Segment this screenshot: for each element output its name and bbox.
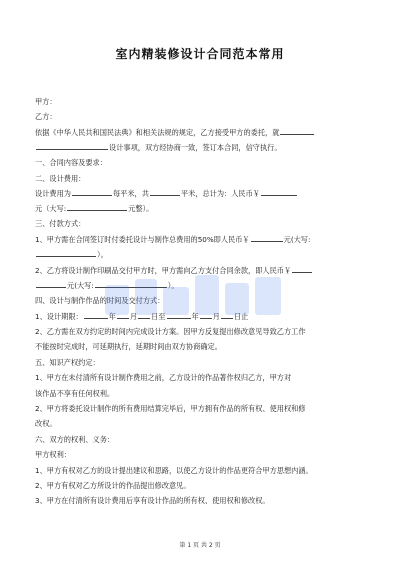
ip-1-line-2 bbox=[35, 389, 370, 398]
fee-line-2 bbox=[35, 204, 370, 213]
ip-text: 改权。 bbox=[35, 419, 57, 428]
section-heading-text: 二、设计费用： bbox=[35, 174, 86, 183]
payment-text: ）。 bbox=[167, 281, 179, 290]
fee-text: 元（大写: bbox=[35, 204, 67, 213]
section-heading-text: 一、合同内容及要求： bbox=[35, 158, 107, 167]
payment-text: 2、乙方将设计制作印刷品交付甲方时，甲方需向乙方支付合同余款，即人民币￥ bbox=[35, 266, 292, 275]
fee-text: 每平米，共 bbox=[112, 189, 149, 198]
rights-text: 2、甲方有权对乙方所设计的作品提出修改意见。 bbox=[35, 481, 191, 490]
payment-text: ）。 bbox=[97, 250, 108, 259]
payment-text: 元(大写: bbox=[67, 281, 94, 290]
period-text: 年 bbox=[108, 312, 116, 321]
ip-text: 该作品不享有任何权利。 bbox=[35, 389, 115, 398]
delivery-line-2 bbox=[35, 342, 370, 351]
page-footer: 第 1 页 共 2 页 bbox=[179, 542, 221, 549]
section-heading-text: 四、设计与制作作品的时间及交付方式： bbox=[35, 296, 165, 305]
blank-field bbox=[150, 189, 180, 196]
payment-text: 元(大写: bbox=[283, 235, 311, 244]
period-text: 日至 bbox=[151, 312, 166, 321]
right-3-line bbox=[35, 496, 370, 505]
delivery-text: 不能按时完成时，可延期执行，延期时间由双方协商确定。 bbox=[35, 342, 222, 351]
blank-field bbox=[221, 312, 233, 319]
document-title: 室内精装修设计合同范本常用 bbox=[115, 47, 285, 61]
ip-2-line bbox=[35, 404, 370, 413]
section-5-heading bbox=[35, 358, 370, 367]
blank-field bbox=[292, 266, 312, 273]
period-text: 月 bbox=[129, 312, 138, 321]
section-6-heading bbox=[35, 435, 370, 444]
blank-field bbox=[138, 312, 150, 319]
payment-1-line bbox=[35, 235, 370, 244]
blank-field bbox=[167, 312, 191, 319]
period-line bbox=[35, 312, 370, 321]
blank-field bbox=[67, 204, 127, 211]
section-heading-text: 五、知识产权约定： bbox=[35, 358, 100, 367]
rights-text: 3、甲方在付清所有设计费用后享有设计作品的所有权、使用权和修改权。 bbox=[35, 496, 270, 505]
blank-field bbox=[36, 143, 108, 150]
party-b-line bbox=[35, 112, 370, 121]
section-heading-text: 六、双方的权利、义务： bbox=[35, 435, 115, 444]
payment-text: 1、甲方需在合同签订时付委托设计与制作总费用的50%即人民币￥ bbox=[35, 235, 250, 244]
ip-text: 1、甲方在未付清所有设计制作费用之前，乙方设计的作品著作权归乙方，甲方对 bbox=[35, 373, 292, 382]
blank-field bbox=[200, 312, 212, 319]
party-a-label: 甲方： bbox=[35, 97, 57, 106]
section-1-heading bbox=[35, 158, 370, 167]
blank-field bbox=[251, 235, 283, 242]
payment-2-line-2 bbox=[35, 281, 370, 290]
section-2-heading bbox=[35, 174, 370, 183]
delivery-line bbox=[35, 327, 370, 336]
ip-2-line-2 bbox=[35, 419, 370, 428]
ip-text: 2、甲方将委托设计制作的所有费用结算完毕后，甲方拥有作品的所有权、使用权和修 bbox=[35, 404, 306, 413]
section-heading-text: 三、付款方式： bbox=[35, 219, 86, 228]
blank-field bbox=[280, 128, 314, 135]
blank-field bbox=[36, 250, 96, 257]
blank-field bbox=[95, 281, 167, 288]
section-4-heading bbox=[35, 296, 370, 305]
blank-field bbox=[36, 281, 66, 288]
blank-field bbox=[117, 312, 129, 319]
preamble-line bbox=[35, 128, 370, 137]
preamble-line-2 bbox=[35, 143, 370, 152]
party-b-label: 乙方： bbox=[35, 112, 57, 121]
section-3-heading bbox=[35, 219, 370, 228]
payment-2-line bbox=[35, 266, 370, 275]
fee-text: 平米，总计为：人民币￥ bbox=[180, 189, 260, 198]
period-text: 1、设计期限： bbox=[35, 312, 83, 321]
rights-text: 1、甲方有权对乙方的设计提出建议和思路，以使乙方设计的作品更符合甲方思想内涵。 bbox=[35, 466, 313, 475]
preamble-text: 依据《中华人民共和国民法典》和相关法规的规定，乙方接受甲方的委托，就 bbox=[35, 128, 280, 137]
blank-field bbox=[72, 189, 112, 196]
period-text: 月 bbox=[212, 312, 220, 321]
period-text: 年 bbox=[191, 312, 199, 321]
preamble-text-2: 设计事项，双方经协商一致，签订本合同，信守执行。 bbox=[109, 143, 282, 152]
party-a-rights-heading bbox=[35, 450, 370, 459]
fee-line bbox=[35, 189, 370, 198]
period-text: 日止 bbox=[233, 312, 249, 321]
fee-text: 设计费用为 bbox=[35, 189, 71, 198]
blank-field bbox=[261, 189, 297, 196]
right-2-line bbox=[35, 481, 370, 490]
ip-1-line bbox=[35, 373, 370, 382]
delivery-text: 2、乙方需在双方约定的时间内完成设计方案。因甲方反复提出修改意见导致乙方工作 bbox=[35, 327, 306, 336]
payment-1-line-2 bbox=[35, 250, 370, 259]
fee-text: 元整）。 bbox=[128, 204, 154, 213]
party-a-line bbox=[35, 97, 370, 106]
right-1-line bbox=[35, 466, 370, 475]
blank-field bbox=[84, 312, 108, 319]
subheading-text: 甲方权利： bbox=[35, 450, 71, 459]
